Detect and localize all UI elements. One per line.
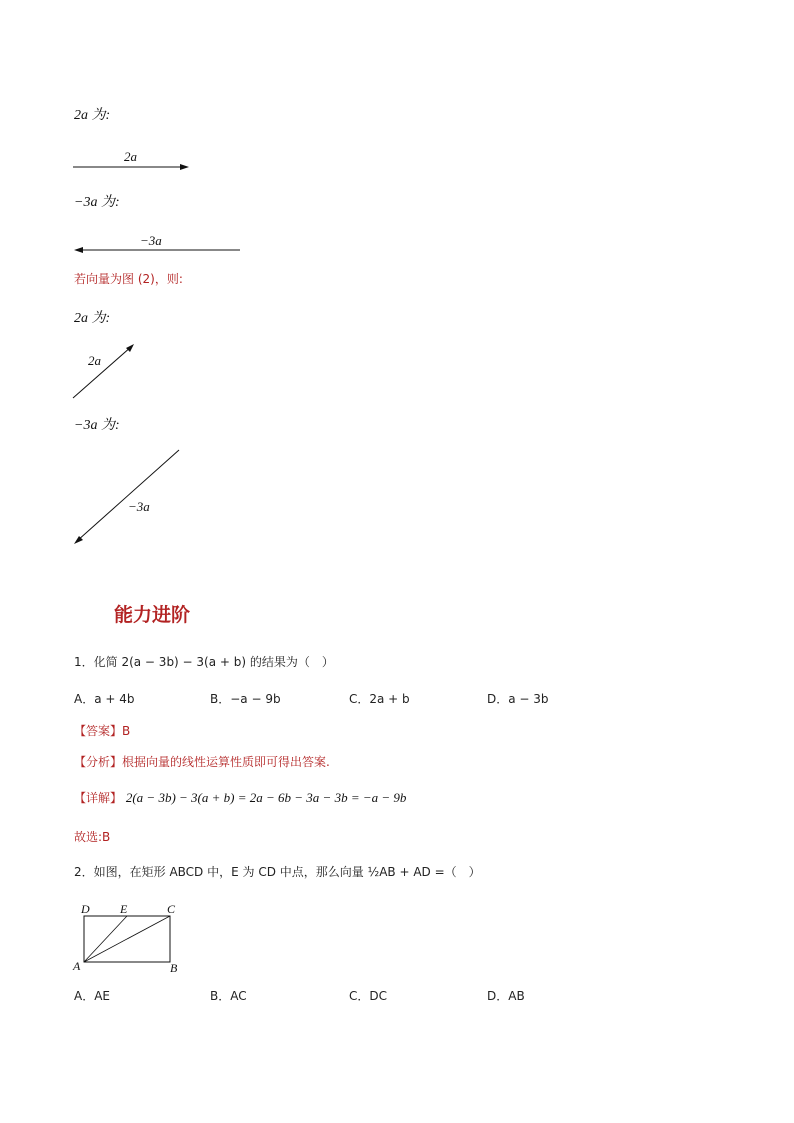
q2-figure-label-e: E — [120, 902, 128, 916]
fig2-2a-arrow — [70, 340, 140, 402]
q2-figure-label-d: D — [81, 902, 90, 916]
q2-rectangle-figure — [70, 900, 190, 978]
q1-question: 1．化简 2(a − 3b) − 3(a + b) 的结果为（ ） — [74, 655, 334, 669]
fig1-2a-arrow — [70, 140, 200, 176]
q1-detail-label: 【详解】 — [74, 791, 123, 805]
q2-figure-label-a: A — [73, 959, 81, 973]
q1-answer-value: B — [122, 724, 131, 738]
q2-figure-label-b: B — [170, 961, 178, 975]
q1-detail — [74, 789, 406, 806]
q1-analysis-text: 根据向量的线性运算性质即可得出答案. — [122, 755, 330, 769]
q1-analysis — [74, 753, 330, 770]
fig1-neg3a-arrow — [70, 226, 245, 260]
fig1-neg3a-label: −3a 为: — [74, 195, 120, 210]
q1-choice — [74, 828, 110, 845]
q1-answer — [74, 722, 130, 739]
q1-option-b: B．−a − 9b — [210, 692, 281, 706]
q1-option-d: D．a − 3b — [487, 692, 549, 706]
fig2-neg3a-label: −3a 为: — [74, 418, 120, 433]
q1-option-a: A．a + 4b — [74, 692, 135, 706]
section-title: 能力进阶 — [114, 604, 191, 626]
fig2-neg3a-arrow-label: −3a — [128, 499, 150, 514]
q2-option-c: C．DC — [349, 989, 387, 1003]
q2-question: 2．如图，在矩形 ABCD 中，E 为 CD 中点，那么向量 ½AB + AD =（ ） — [74, 865, 481, 879]
fig1-2a-arrow-label: 2a — [124, 149, 137, 164]
fig1-2a-label: 2a 为: — [74, 108, 111, 123]
q2-figure-label-c: C — [167, 902, 176, 916]
q2-option-d: D．AB — [487, 989, 525, 1003]
q1-choice-value: B — [102, 830, 111, 844]
q1-choice-label: 故选: — [74, 830, 103, 844]
fig2-2a-arrow-label: 2a — [88, 353, 101, 368]
q1-option-c: C．2a + b — [349, 692, 410, 706]
fig2-neg3a-arrow — [70, 446, 185, 548]
q1-answer-label: 【答案】 — [74, 724, 123, 738]
fig2-2a-label: 2a 为: — [74, 311, 111, 326]
q2-option-b: B．AC — [210, 989, 247, 1003]
fig1-neg3a-arrow-label: −3a — [140, 233, 162, 248]
fig2-intro-text: 若向量为图 (2)，则: — [74, 272, 183, 286]
q1-analysis-label: 【分析】 — [74, 755, 123, 769]
q2-option-a: A．AE — [74, 989, 111, 1003]
q1-detail-text: 2(a − 3b) − 3(a + b) = 2a − 6b − 3a − 3b = −a − 9b — [125, 790, 407, 805]
